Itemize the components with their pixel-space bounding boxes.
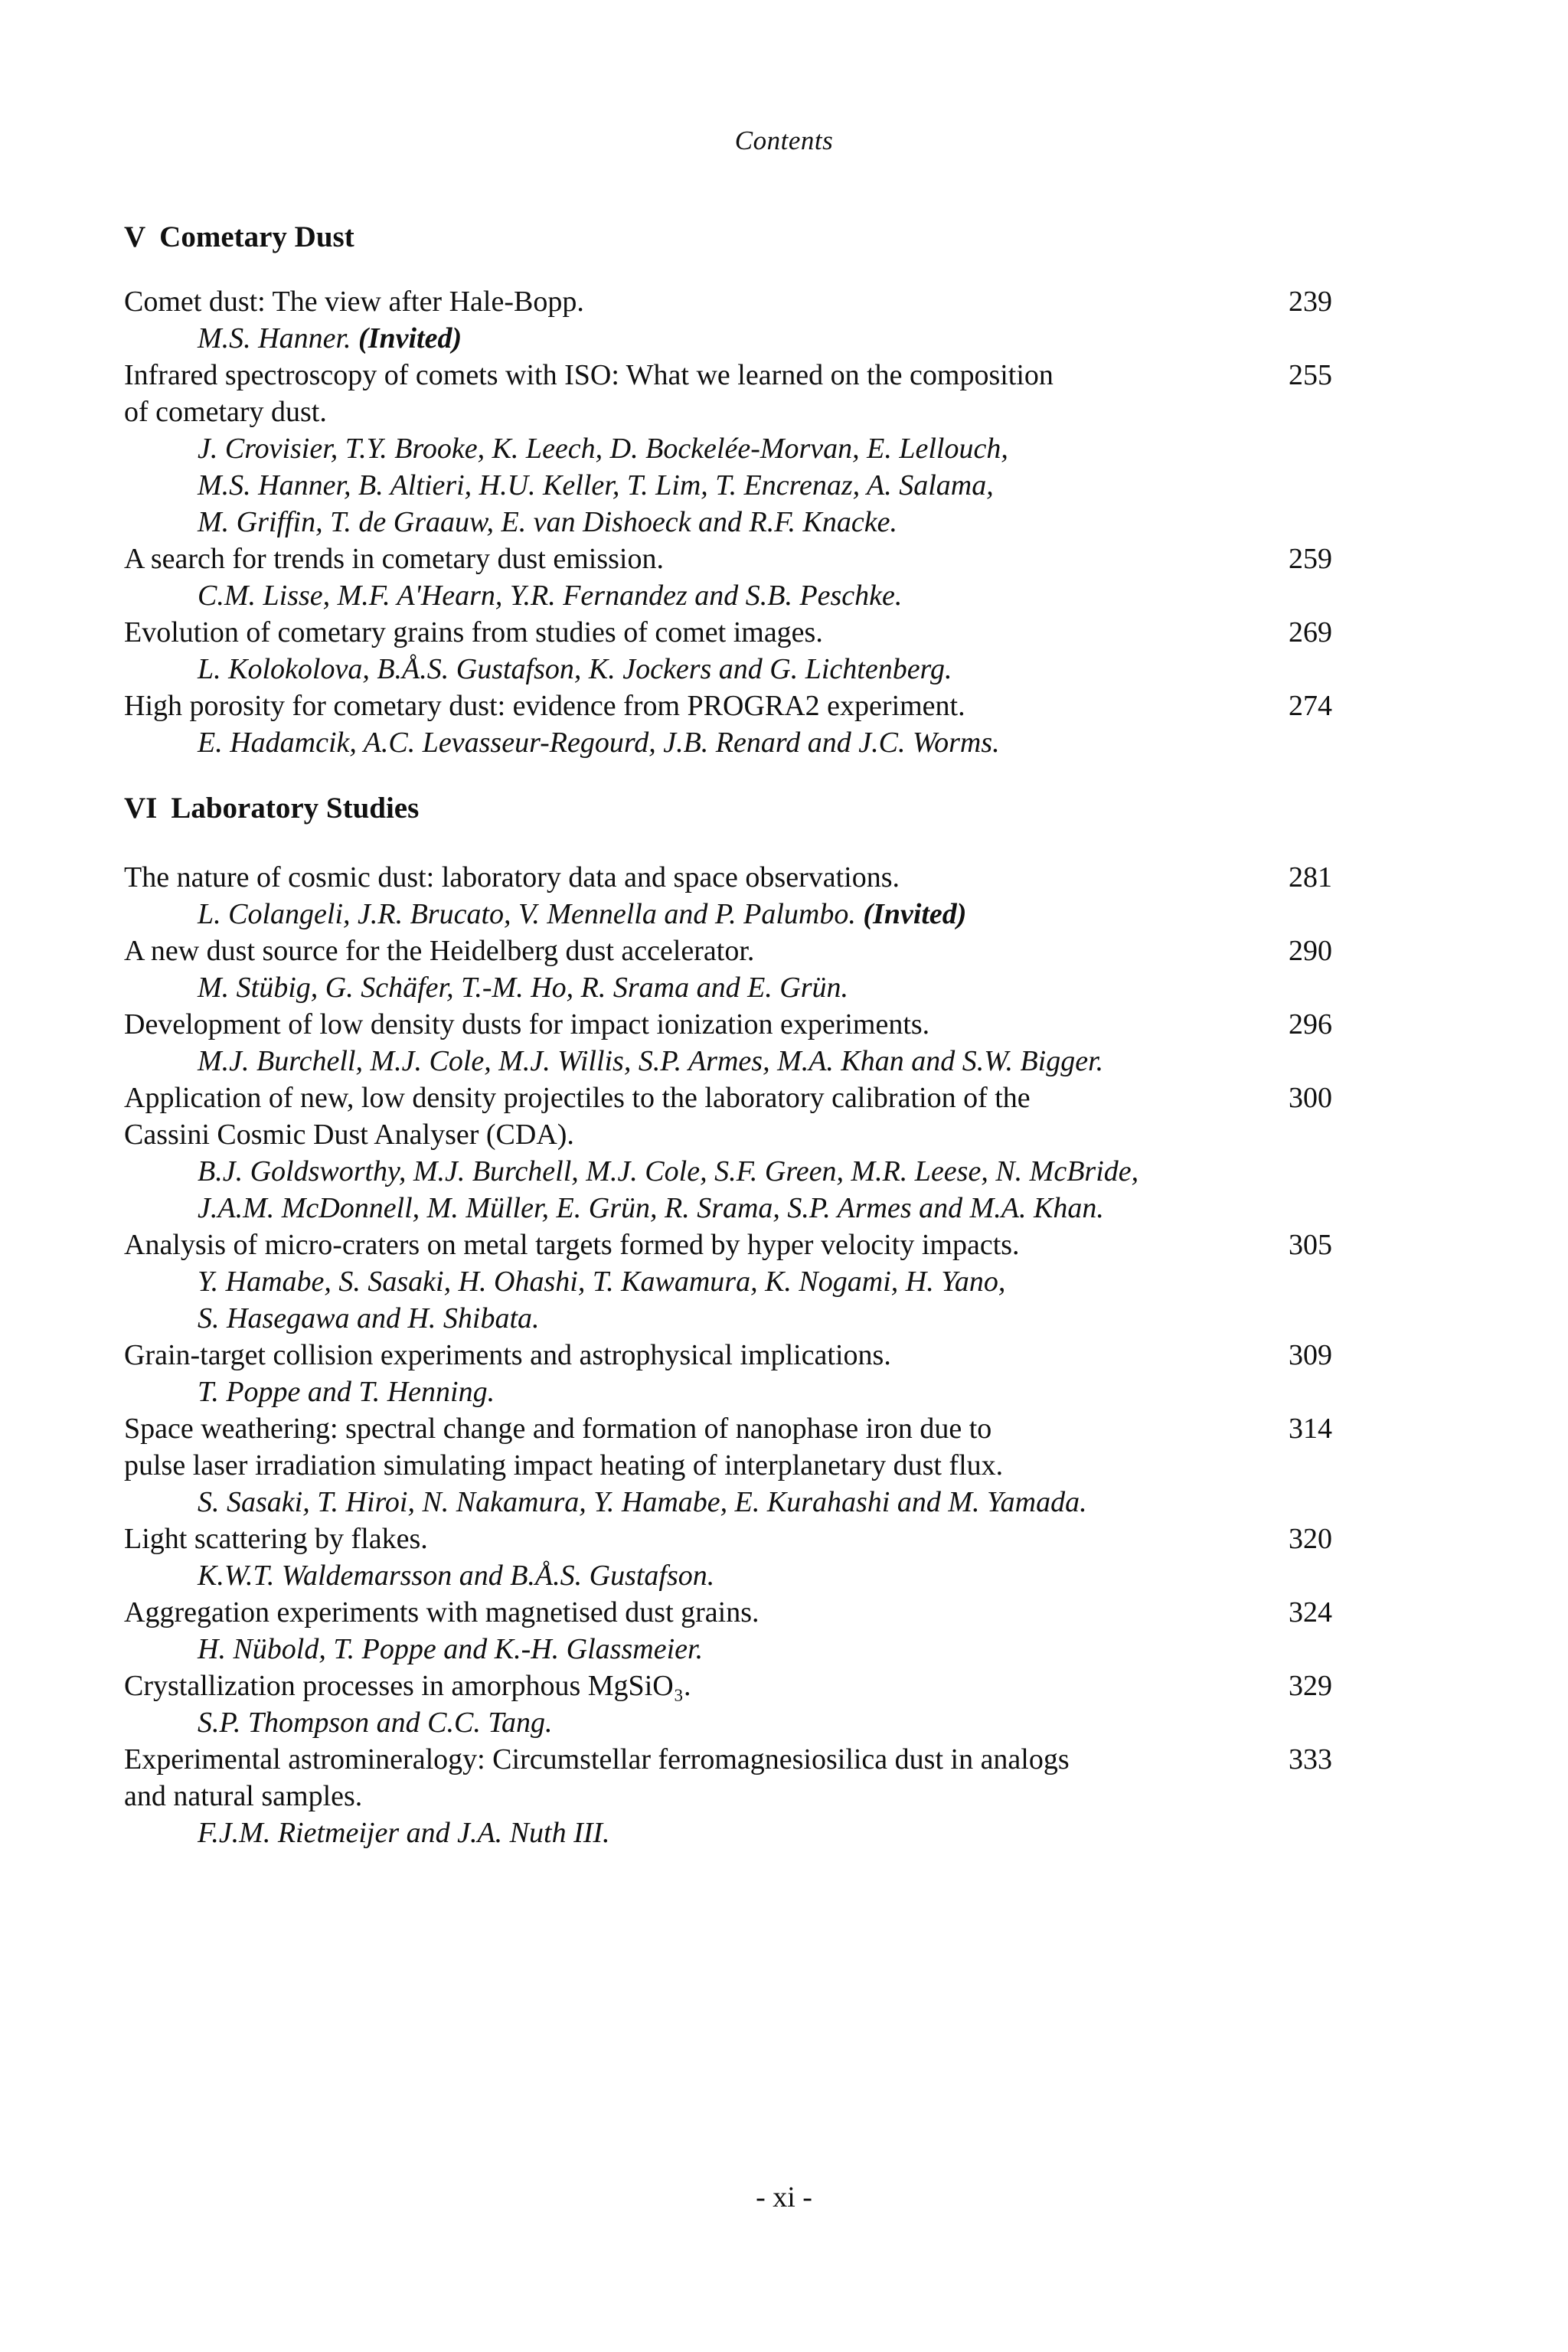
entry-page-number: 329 <box>1289 1670 1332 1702</box>
entry-authors-text: L. Colangeli, J.R. Brucato, V. Mennella and P. Palumbo. <box>198 898 856 930</box>
entry-page-number: 324 <box>1289 1596 1332 1628</box>
section-title: Laboratory Studies <box>171 792 420 825</box>
entry-title: pulse laser irradiation simulating impact heating of interplanetary dust flux. <box>124 1449 1004 1481</box>
entry-authors <box>198 1190 1104 1227</box>
entry-authors-text: B.J. Goldsworthy, M.J. Burchell, M.J. Cole, S.F. Green, M.R. Leese, N. McBride, <box>198 1155 1139 1187</box>
entry-page-number: 274 <box>1289 690 1332 722</box>
entry-authors <box>198 1263 1005 1300</box>
entry-title: Application of new, low density projectiles to the laboratory calibration of the <box>124 1082 1031 1114</box>
entry-authors <box>198 969 848 1006</box>
entry-authors <box>198 1153 1138 1190</box>
entry-authors-text: M.S. Hanner. <box>198 322 351 354</box>
entry-authors <box>198 651 952 688</box>
entry-title: Development of low density dusts for impact ionization experiments. <box>124 1008 930 1040</box>
entry-title: Light scattering by flakes. <box>124 1523 428 1555</box>
entry-authors-text: S. Hasegawa and H. Shibata. <box>198 1302 540 1334</box>
section-heading <box>124 790 419 827</box>
entry-authors-text: K.W.T. Waldemarsson and B.Å.S. Gustafson. <box>198 1560 715 1592</box>
entry-title: Comet dust: The view after Hale-Bopp. <box>124 286 584 318</box>
entry-page-number: 320 <box>1289 1523 1332 1555</box>
entry-title: of cometary dust. <box>124 396 327 428</box>
entry-page-number: 290 <box>1289 935 1332 967</box>
entry-authors <box>198 430 1008 467</box>
entry-authors-text: T. Poppe and T. Henning. <box>198 1376 495 1408</box>
entry-page-number: 259 <box>1289 543 1332 575</box>
entry-title: Space weathering: spectral change and formation of nanophase iron due to <box>124 1413 992 1445</box>
entry-title: High porosity for cometary dust: evidence from PROGRA2 experiment. <box>124 690 965 722</box>
entry-authors <box>198 724 1000 761</box>
entry-page-number: 333 <box>1289 1743 1332 1775</box>
entry-authors-text: M.S. Hanner, B. Altieri, H.U. Keller, T. Lim, T. Encrenaz, A. Salama, <box>198 469 994 501</box>
entry-authors <box>198 467 994 504</box>
entry-title: The nature of cosmic dust: laboratory data and space observations. <box>124 861 900 893</box>
entry-page-number: 269 <box>1289 616 1332 648</box>
entry-authors <box>198 504 897 541</box>
entry-authors <box>198 577 902 614</box>
entry-authors-text: L. Kolokolova, B.Å.S. Gustafson, K. Jockers and G. Lichtenberg. <box>198 653 952 685</box>
entry-authors-text: M. Stübig, G. Schäfer, T.-M. Ho, R. Srama and E. Grün. <box>198 972 849 1004</box>
entry-authors <box>198 1043 1103 1080</box>
running-head: Contents <box>734 126 834 155</box>
entry-title: Crystallization processes in amorphous MgSiO₃. <box>124 1670 691 1702</box>
section-heading <box>124 219 354 256</box>
entry-page-number: 314 <box>1289 1413 1332 1445</box>
entry-authors-text: Y. Hamabe, S. Sasaki, H. Ohashi, T. Kawamura, K. Nogami, H. Yano, <box>198 1266 1006 1298</box>
entry-authors <box>198 320 462 357</box>
entry-page-number: 239 <box>1289 286 1332 318</box>
entry-title: Infrared spectroscopy of comets with ISO: What we learned on the composition <box>124 359 1054 391</box>
entry-page-number: 300 <box>1289 1082 1332 1114</box>
entry-authors <box>198 1631 703 1668</box>
entry-authors-text: J.A.M. McDonnell, M. Müller, E. Grün, R. Srama, S.P. Armes and M.A. Khan. <box>198 1192 1104 1224</box>
entry-title: Evolution of cometary grains from studies of comet images. <box>124 616 823 648</box>
entry-title: Analysis of micro-craters on metal targets formed by hyper velocity impacts. <box>124 1229 1020 1261</box>
entry-title: Grain-target collision experiments and astrophysical implications. <box>124 1339 891 1371</box>
entry-title: A new dust source for the Heidelberg dust accelerator. <box>124 935 755 967</box>
entry-page-number: 305 <box>1289 1229 1332 1261</box>
entry-authors-text: J. Crovisier, T.Y. Brooke, K. Leech, D. Bockelée-Morvan, E. Lellouch, <box>198 433 1008 465</box>
entry-authors-text: M. Griffin, T. de Graauw, E. van Dishoeck and R.F. Knacke. <box>198 506 897 538</box>
entry-page-number: 309 <box>1289 1339 1332 1371</box>
entry-title: A search for trends in cometary dust emission. <box>124 543 664 575</box>
entry-title: Cassini Cosmic Dust Analyser (CDA). <box>124 1119 574 1151</box>
invited-note: (Invited) <box>863 898 967 930</box>
entry-authors <box>198 1484 1087 1521</box>
entry-authors-text: S. Sasaki, T. Hiroi, N. Nakamura, Y. Hamabe, E. Kurahashi and M. Yamada. <box>198 1486 1087 1518</box>
section-title: Cometary Dust <box>159 220 354 253</box>
entry-authors <box>198 1704 553 1741</box>
entry-authors-text: C.M. Lisse, M.F. A'Hearn, Y.R. Fernandez and S.B. Peschke. <box>198 580 903 612</box>
entry-authors <box>198 1300 540 1337</box>
entry-authors <box>198 1557 714 1594</box>
entry-authors-text: S.P. Thompson and C.C. Tang. <box>198 1707 553 1739</box>
entry-authors <box>198 896 966 933</box>
entry-page-number: 296 <box>1289 1008 1332 1040</box>
entry-authors-text: F.J.M. Rietmeijer and J.A. Nuth III. <box>198 1817 610 1849</box>
entry-page-number: 255 <box>1289 359 1332 391</box>
section-number: V <box>124 220 146 253</box>
entry-title: Aggregation experiments with magnetised dust grains. <box>124 1596 760 1628</box>
entry-authors <box>198 1815 610 1851</box>
entry-authors-text: M.J. Burchell, M.J. Cole, M.J. Willis, S.P. Armes, M.A. Khan and S.W. Bigger. <box>198 1045 1104 1077</box>
page-folio: - xi - <box>756 2181 812 2213</box>
entry-title: Experimental astromineralogy: Circumstellar ferromagnesiosilica dust in analogs <box>124 1743 1070 1775</box>
section-number: VI <box>124 792 158 825</box>
entry-authors-text: H. Nübold, T. Poppe and K.-H. Glassmeier. <box>198 1633 704 1665</box>
entry-authors-text: E. Hadamcik, A.C. Levasseur-Regourd, J.B. Renard and J.C. Worms. <box>198 727 1000 759</box>
entry-authors <box>198 1374 495 1410</box>
entry-page-number: 281 <box>1289 861 1332 893</box>
entry-title: and natural samples. <box>124 1780 363 1812</box>
invited-note: (Invited) <box>358 322 462 354</box>
